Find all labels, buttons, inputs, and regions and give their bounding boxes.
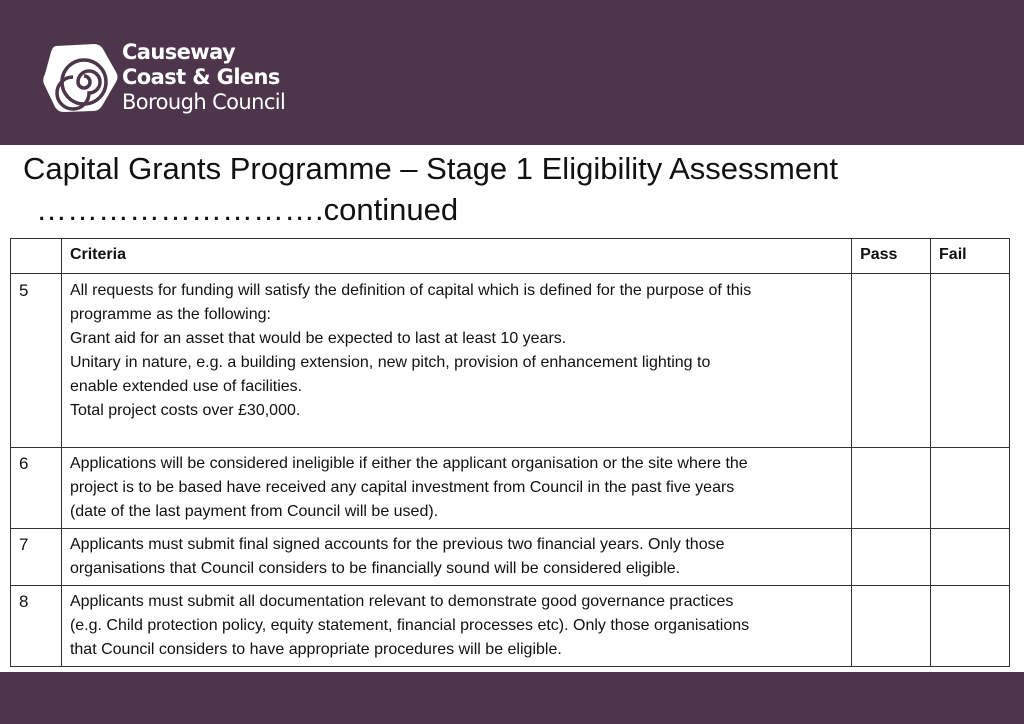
- pass-cell[interactable]: [852, 586, 931, 667]
- table-row: [11, 586, 1010, 667]
- criteria-line: Applicants must submit final signed accounts for the previous two financial years. Only those: [69, 536, 725, 553]
- header-fail: Fail: [931, 239, 1010, 274]
- fail-cell[interactable]: [931, 529, 1010, 586]
- criteria-line: organisations that Council considers to be financially sound will be considered eligible.: [69, 560, 681, 577]
- criteria-line: programme as the following:: [69, 306, 271, 323]
- table-header-row: [11, 239, 1010, 274]
- pass-cell[interactable]: [852, 448, 931, 529]
- criteria-line: Applicants must submit all documentation relevant to demonstrate good governance practices: [69, 593, 734, 610]
- spiral-hexagon-icon: [42, 42, 118, 114]
- row-number: 6: [11, 448, 62, 529]
- table-row: [11, 529, 1010, 586]
- criteria-line: (e.g. Child protection policy, equity statement, financial processes etc). Only those organisations: [69, 617, 750, 634]
- logo-line-2: Coast & Glens: [122, 65, 280, 89]
- header-band: [0, 0, 1024, 145]
- header-criteria: Criteria: [61, 239, 851, 274]
- criteria-line: enable extended use of facilities.: [69, 378, 303, 395]
- criteria-line: project is to be based have received any capital investment from Council in the past five years: [69, 479, 735, 496]
- header-pass: Pass: [852, 239, 931, 274]
- row-number: 7: [11, 529, 62, 586]
- row-number: 8: [11, 586, 62, 667]
- row-number: 5: [11, 274, 62, 448]
- criteria-line: Total project costs over £30,000.: [69, 402, 301, 419]
- table-row: [11, 274, 1010, 448]
- criteria-cell: [61, 448, 851, 529]
- table-row: [11, 448, 1010, 529]
- criteria-line: (date of the last payment from Council will be used).: [69, 503, 439, 520]
- logo-line-3: Borough Council: [122, 90, 286, 114]
- logo-wordmark: [122, 40, 285, 115]
- fail-cell[interactable]: [931, 448, 1010, 529]
- fail-cell[interactable]: [931, 586, 1010, 667]
- criteria-line: Grant aid for an asset that would be expected to last at least 10 years.: [69, 330, 567, 347]
- criteria-cell: [61, 586, 851, 667]
- criteria-line: Applications will be considered ineligible if either the applicant organisation or the site where the: [69, 455, 748, 472]
- header-number: [11, 239, 62, 274]
- criteria-cell: [61, 274, 851, 448]
- pass-cell[interactable]: [852, 529, 931, 586]
- footer-band: [0, 672, 1024, 724]
- criteria-line: that Council considers to have appropriate procedures will be eligible.: [69, 641, 562, 658]
- criteria-line: All requests for funding will satisfy the definition of capital which is defined for the purpose of this: [69, 282, 752, 299]
- criteria-cell: [61, 529, 851, 586]
- eligibility-criteria-table: [10, 238, 1010, 667]
- pass-cell[interactable]: [852, 274, 931, 448]
- page-subtitle: ……………………….continued: [36, 192, 459, 227]
- logo-line-1: Causeway: [122, 40, 236, 64]
- fail-cell[interactable]: [931, 274, 1010, 448]
- criteria-line: Unitary in nature, e.g. a building extension, new pitch, provision of enhancement lighting to: [69, 354, 711, 371]
- page-title: Capital Grants Programme – Stage 1 Eligibility Assessment: [23, 151, 838, 186]
- council-logo: [42, 40, 285, 115]
